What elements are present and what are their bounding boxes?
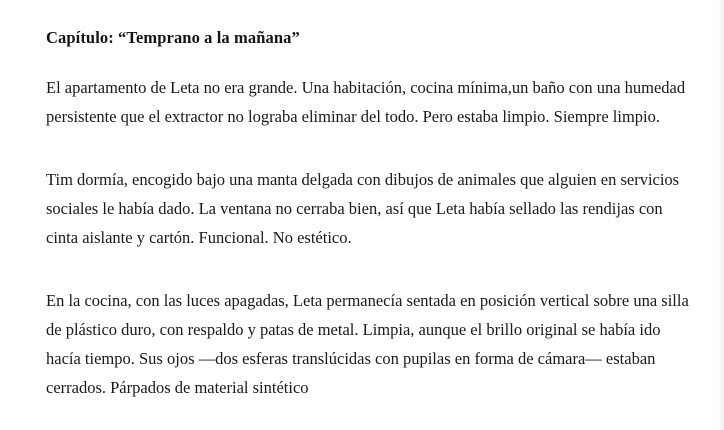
chapter-heading: Capítulo: “Temprano a la mañana” bbox=[46, 28, 300, 47]
paragraph-1: El apartamento de Leta no era grande. Una habitación, cocina mínima,un baño con una humedad persistente que el extractor no lograba eliminar del todo. Pero estaba limpio. Siempre limpio. bbox=[46, 78, 686, 127]
page-edge-shadow bbox=[718, 0, 724, 430]
paragraph-2: Tim dormía, encogido bajo una manta delgada con dibujos de animales que alguien en servicios sociales le había dado. La ventana no cerraba bien, así que Leta había sellado las rendijas con cinta aislante y cartón. Funcional. No estético. bbox=[46, 170, 680, 248]
paragraph-3: En la cocina, con las luces apagadas, Leta permanecía sentada en posición vertical sobre una silla de plástico duro, con respaldo y patas de metal. Limpia, aunque el brillo original se había ido hacía tiempo. Sus ojos —dos esferas translúcidas con pupilas en forma de cámara— estaban cerrados. Párpados de material sintético bbox=[46, 291, 689, 398]
document-body bbox=[46, 26, 694, 402]
